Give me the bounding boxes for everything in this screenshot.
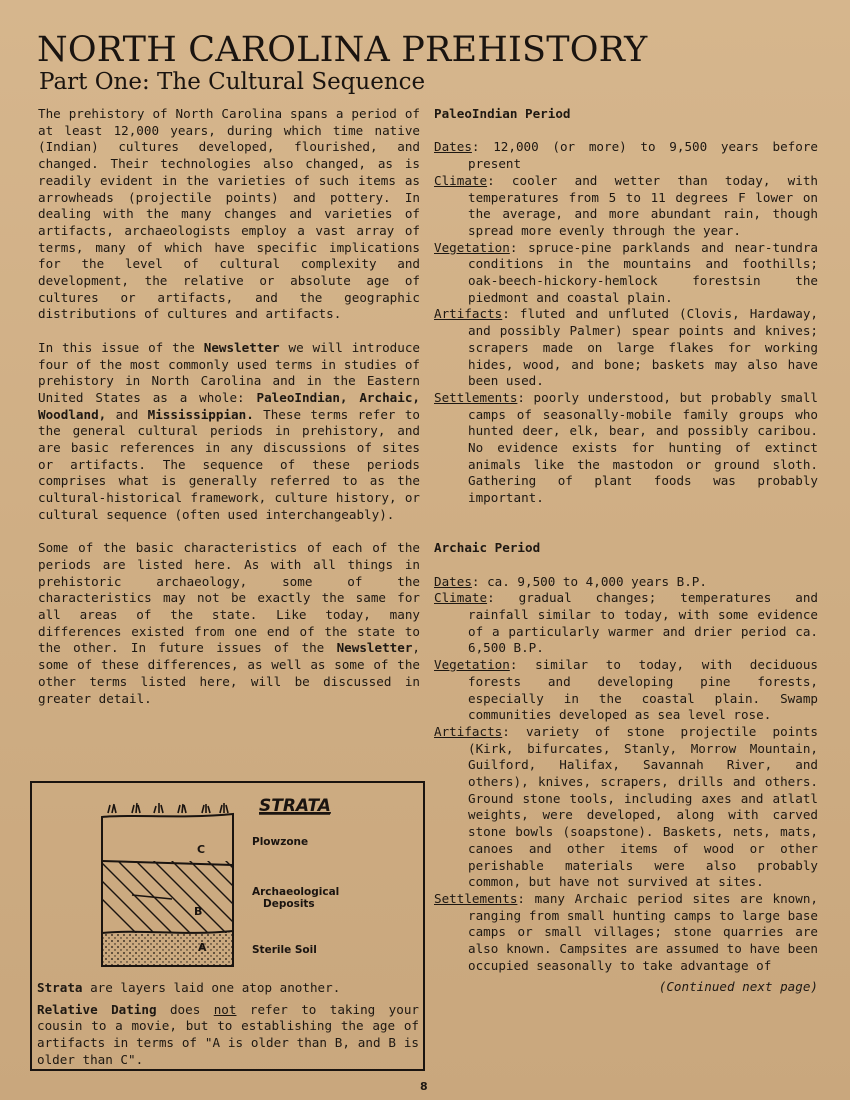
archaic-heading: Archaic Period <box>434 540 541 556</box>
strata-diagram <box>32 783 423 978</box>
paleoindian-settlements: Settlements: poorly understood, but probably small camps of seasonally-mobile family groups who hunted deer, elk, bear, and possibly caribou. No evidence exists for hunting of extinct animals like the mastodon or ground sloth. Gathering of plant foods was probably important. <box>434 389 818 506</box>
intro-paragraph-1: The prehistory of North Carolina spans a period of at least 12,000 years, during which time native (Indian) cultures developed, flourished, and changed. Their technologies also changed, as is readily evident in the varieties of such items as arrowheads (projectile points) and pottery. In dealing with the many changes and varieties of artifacts, archaeologists employ a vast array of terms, many of which have specific implications for the level of cultural complexity and development, the relative or absolute age of cultures or artifacts, and the geographic distributions of cultures and artifacts. <box>38 106 420 322</box>
layer-b-label: B <box>194 905 203 918</box>
layer-a-label: A <box>198 941 207 954</box>
left-column <box>38 106 420 707</box>
grass-icon <box>108 803 228 813</box>
page-subtitle: Part One: The Cultural Sequence <box>39 69 426 95</box>
paleoindian-dates: Dates: 12,000 (or more) to 9,500 years before present <box>434 139 818 172</box>
relative-dating-definition: Relative Dating does not refer to taking your cousin to a movie, but to establishing the age of artifacts in terms of "A is older than B, and B is older than C". <box>37 1001 419 1067</box>
strata-heading: STRATA <box>259 796 331 816</box>
archaic-entries <box>434 574 818 975</box>
deposits-label-line2: Deposits <box>263 898 315 910</box>
archaic-settlements: Settlements: many Archaic period sites are known, ranging from small hunting camps to large base camps or small villages; stone quarries are also known. Campsites are assumed to have been occupied seasonally to take advantage of <box>434 891 818 973</box>
newsletter-name: Newsletter <box>336 640 413 656</box>
paleoindian-heading: PaleoIndian Period <box>434 106 571 121</box>
newsletter-name: Newsletter <box>203 339 280 355</box>
sterile-soil-label: Sterile Soil <box>252 944 317 956</box>
deposits-label-line1: Archaeological <box>252 886 340 898</box>
paleoindian-climate: Climate: cooler and wetter than today, with temperatures from 5 to 11 degrees F lower on the average, and more abundant rain, though spread more evenly through the year. <box>434 172 818 238</box>
strata-figure-box <box>30 781 425 1071</box>
archaic-vegetation: Vegetation: similar to today, with deciduous forests and developing pine forests, especially in the coastal plain. Swamp communities developed as sea level rose. <box>434 657 818 723</box>
paleoindian-artifacts: Artifacts: fluted and unfluted (Clovis, Hardaway, and possibly Palmer) spear points and knives; scrapers made on large flakes for working hides, wood, and bone; baskets may also have been used. <box>434 306 818 389</box>
strata-definition: Strata are layers laid one atop another. <box>37 980 341 995</box>
page-title: NORTH CAROLINA PREHISTORY <box>37 30 648 70</box>
paleoindian-entries <box>434 139 818 506</box>
archaic-dates: Dates: ca. 9,500 to 4,000 years B.P. <box>434 573 707 589</box>
strata-caption <box>37 980 419 1069</box>
page-number: 8 <box>420 1080 428 1093</box>
period-names: PaleoIndian, Archaic, Woodland, <box>38 389 420 422</box>
archaic-artifacts: Artifacts: variety of stone projectile points (Kirk, bifurcates, Stanly, Morrow Mountain, Guilford, Halifax, Savannah River, and others), knives, scrapers, drills and others. Ground stone tools, including axes and atlatl weights, were developed, along with carved stone bowls (soapstone). Baskets, nets, mats, canoes and other items of wood or other perishable materials were also probably common, but have not survived at sites. <box>434 723 818 890</box>
sterile-soil-layer <box>102 931 233 966</box>
continued-note: (Continued next page) <box>658 978 818 994</box>
paleoindian-vegetation: Vegetation: spruce-pine parklands and near-tundra conditions in the mountains and foothills; oak-beech-hickory-hemlock forestsin the piedmont and coastal plain. <box>434 239 818 305</box>
layer-c-label: C <box>197 843 206 856</box>
plowzone-label: Plowzone <box>252 836 309 848</box>
period-mississippian: Mississippian. <box>147 406 254 422</box>
archaic-climate: Climate: gradual changes; temperatures and rainfall similar to today, with some evidence of a particularly warmer and drier period ca. 6,500 B.P. <box>434 590 818 656</box>
right-column <box>434 106 818 995</box>
intro-paragraph-3: Some of the basic characteristics of each of the periods are listed here. As with all things in prehistoric archaeology, some of the characteristics may not be exactly the same for all areas of the state. Like today, many differences existed from one end of the state to the other. In future issues of the Newsletter, some of these differences, as well as some of the other terms listed here, will be discussed in greater detail. <box>38 540 420 706</box>
intro-paragraph-2: In this issue of the Newsletter we will introduce four of the most commonly used terms in studies of prehistory in North Carolina and in the Eastern United States as a whole: PaleoIndian, Archaic, Woodland, and Mississippian. These terms refer to the general cultural periods in prehistory, and are basic references in any discussions of sites or artifacts. The sequence of these periods comprises what is generally referred to as the cultural-historical framework, culture history, or cultural sequence (often used interchangeably). <box>38 339 420 522</box>
